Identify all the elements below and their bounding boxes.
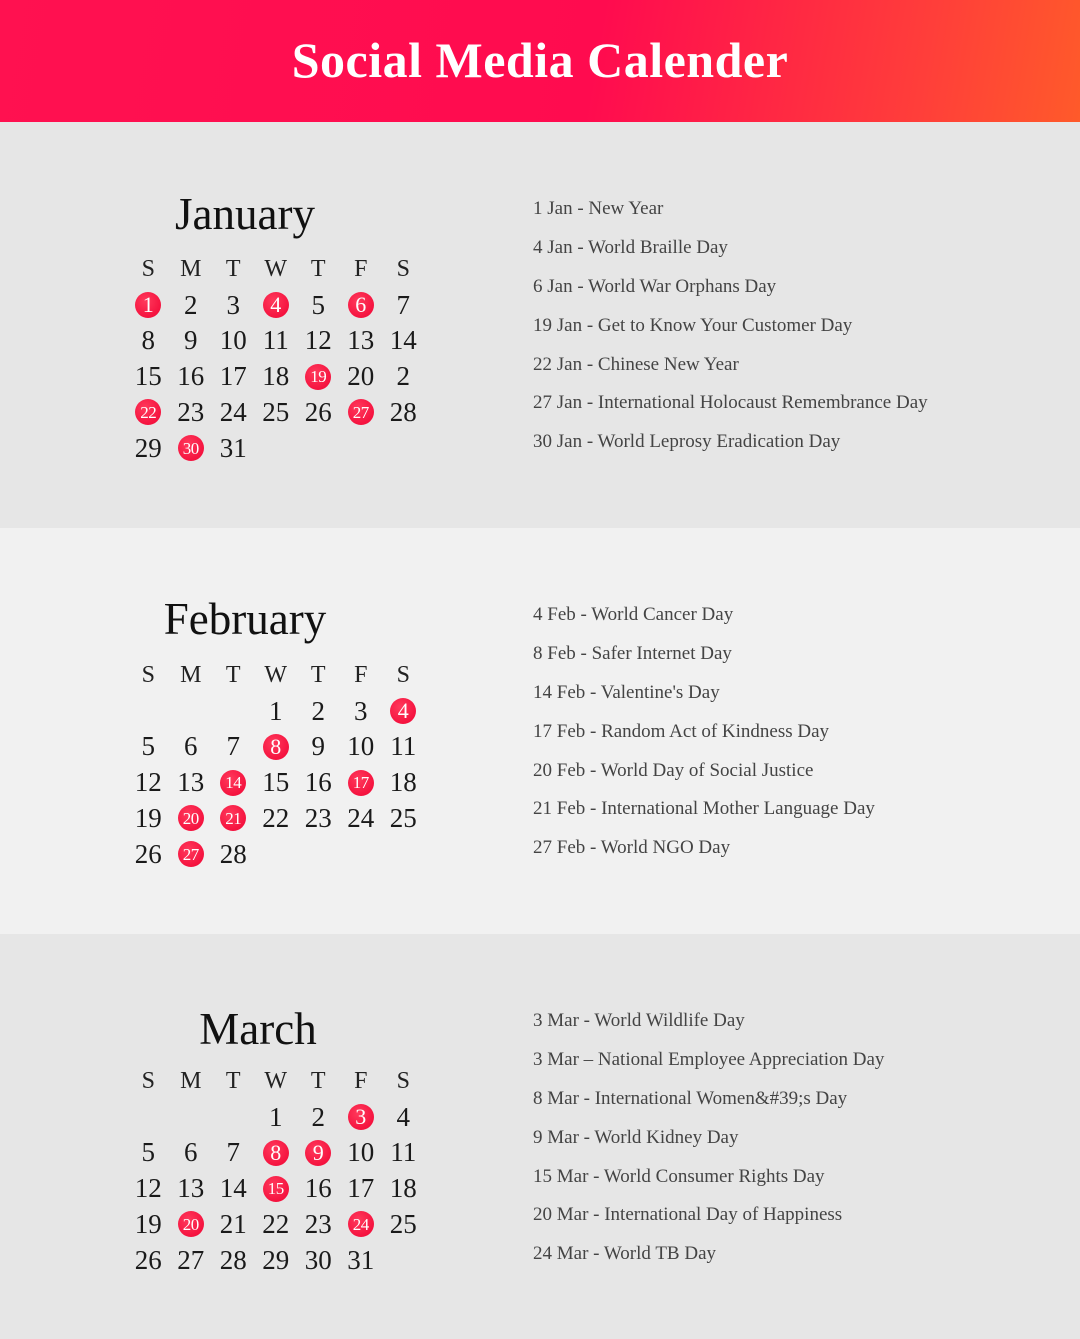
day-cell — [255, 729, 298, 765]
highlighted-day: 22 — [135, 399, 161, 425]
week-row — [127, 1206, 425, 1242]
day-cell — [170, 1099, 213, 1135]
day-of-week-label: S — [141, 256, 155, 282]
day-cell: 23 — [177, 396, 205, 427]
page-title: Social Media Calender — [291, 32, 789, 88]
event-item: 1 Jan - New Year — [533, 198, 664, 219]
day-cell: 19 — [134, 802, 162, 833]
day-cell: 5 — [141, 731, 155, 762]
day-cell — [340, 1099, 383, 1135]
day-of-week-label: W — [264, 1068, 288, 1094]
event-item: 27 Feb - World NGO Day — [533, 837, 731, 859]
month-name: March — [199, 1004, 317, 1054]
month-name: February — [163, 594, 327, 644]
day-cell: 29 — [262, 1244, 290, 1275]
day-cell: 22 — [262, 1208, 290, 1239]
day-cell: 22 — [262, 802, 290, 833]
day-of-week-label: S — [396, 1068, 410, 1094]
day-of-week-label: S — [141, 662, 155, 688]
day-of-week-label: T — [310, 1068, 326, 1094]
day-cell — [255, 1171, 298, 1207]
events-list — [533, 601, 875, 873]
day-cell: 5 — [311, 289, 325, 320]
highlighted-day: 20 — [178, 1211, 204, 1237]
day-cell — [340, 430, 383, 466]
day-cell: 13 — [177, 767, 205, 798]
day-cell — [170, 836, 213, 872]
day-cell: 16 — [304, 767, 332, 798]
day-of-week-label: W — [264, 662, 288, 688]
day-cell: 31 — [347, 1244, 375, 1275]
day-cell — [255, 836, 298, 872]
day-cell: 30 — [304, 1244, 332, 1275]
day-cell — [127, 394, 170, 430]
day-of-week-label: T — [310, 256, 326, 282]
day-cell: 29 — [134, 432, 162, 463]
day-cell — [255, 1135, 298, 1171]
day-cell: 3 — [226, 289, 240, 320]
page-header — [0, 0, 1080, 122]
day-cell: 12 — [304, 325, 332, 356]
day-cell — [340, 394, 383, 430]
highlighted-day: 21 — [220, 805, 246, 831]
event-item: 19 Jan - Get to Know Your Customer Day — [533, 314, 853, 336]
month-section-march — [0, 934, 1080, 1339]
day-cell: 2 — [184, 289, 198, 320]
day-cell: 15 — [262, 767, 290, 798]
week-row — [127, 1171, 425, 1207]
week-row — [127, 1242, 425, 1278]
day-cell — [297, 430, 340, 466]
day-cell: 31 — [219, 432, 247, 463]
day-cell: 10 — [347, 1137, 375, 1168]
highlighted-day: 27 — [178, 841, 204, 867]
day-cell: 6 — [184, 731, 198, 762]
day-of-week-label: T — [310, 662, 326, 688]
day-cell — [382, 693, 425, 729]
event-item: 20 Feb - World Day of Social Justice — [533, 759, 814, 781]
highlighted-day: 4 — [390, 698, 416, 724]
day-of-week-label: W — [264, 256, 288, 282]
month-section-february — [0, 528, 1080, 934]
day-cell — [340, 1206, 383, 1242]
week-row — [127, 359, 425, 395]
day-cell: 7 — [226, 1137, 240, 1168]
day-cell — [340, 836, 383, 872]
events-list — [533, 195, 928, 467]
day-cell — [170, 693, 213, 729]
highlighted-day: 19 — [305, 364, 331, 390]
week-row — [127, 836, 425, 872]
highlighted-day: 8 — [263, 1140, 289, 1166]
day-cell: 26 — [134, 838, 162, 869]
event-item: 20 Mar - International Day of Happiness — [533, 1204, 843, 1226]
day-cell: 25 — [389, 802, 417, 833]
day-cell — [255, 287, 298, 323]
day-of-week-label: S — [141, 1068, 155, 1094]
highlighted-day: 30 — [178, 435, 204, 461]
week-row — [127, 800, 425, 836]
day-cell: 9 — [184, 325, 198, 356]
day-cell — [170, 430, 213, 466]
day-cell: 26 — [134, 1244, 162, 1275]
day-cell — [170, 800, 213, 836]
day-cell: 23 — [304, 1208, 332, 1239]
day-cell: 2 — [311, 1101, 325, 1132]
day-cell: 11 — [262, 325, 289, 356]
highlighted-day: 9 — [305, 1140, 331, 1166]
day-cell: 1 — [269, 695, 283, 726]
highlighted-day: 20 — [178, 805, 204, 831]
highlighted-day: 24 — [348, 1211, 374, 1237]
day-cell: 10 — [219, 325, 247, 356]
day-cell: 18 — [389, 1173, 417, 1204]
day-of-week-label: M — [180, 256, 202, 282]
day-cell — [382, 1242, 425, 1278]
week-row — [127, 729, 425, 765]
week-row — [127, 765, 425, 801]
event-item: 17 Feb - Random Act of Kindness Day — [533, 720, 830, 742]
day-cell — [127, 693, 170, 729]
day-of-week-label: F — [354, 256, 368, 282]
day-cell — [127, 1099, 170, 1135]
day-cell: 13 — [347, 325, 375, 356]
day-cell: 2 — [396, 361, 410, 392]
week-row — [127, 1135, 425, 1171]
week-row — [127, 323, 425, 359]
day-cell — [212, 1099, 255, 1135]
day-cell — [297, 359, 340, 395]
day-cell — [170, 1206, 213, 1242]
day-cell: 23 — [304, 802, 332, 833]
event-item: 8 Mar - International Women&#39;s Day — [533, 1087, 848, 1109]
day-cell: 27 — [177, 1244, 205, 1275]
events-list — [533, 1007, 884, 1279]
days-of-week-row — [127, 1063, 425, 1099]
day-of-week-label: F — [354, 662, 368, 688]
highlighted-day: 6 — [348, 292, 374, 318]
day-cell: 3 — [354, 695, 368, 726]
day-cell: 2 — [311, 695, 325, 726]
day-cell — [212, 765, 255, 801]
day-cell: 9 — [311, 731, 325, 762]
day-cell: 24 — [347, 802, 375, 833]
day-cell — [382, 430, 425, 466]
week-row — [127, 693, 425, 729]
event-item: 4 Feb - World Cancer Day — [533, 604, 734, 625]
highlighted-day: 1 — [135, 292, 161, 318]
event-item: 8 Feb - Safer Internet Day — [533, 642, 732, 664]
event-item: 6 Jan - World War Orphans Day — [533, 275, 777, 297]
day-cell: 11 — [390, 1137, 417, 1168]
day-cell: 26 — [304, 396, 332, 427]
day-cell: 24 — [219, 396, 247, 427]
month-section-january — [0, 122, 1080, 528]
day-cell: 18 — [389, 767, 417, 798]
event-item: 3 Mar – National Employee Appreciation Day — [533, 1048, 885, 1070]
day-of-week-label: M — [180, 662, 202, 688]
event-item: 9 Mar - World Kidney Day — [533, 1126, 739, 1148]
day-cell: 1 — [269, 1101, 283, 1132]
highlighted-day: 15 — [263, 1176, 289, 1202]
event-item: 30 Jan - World Leprosy Eradication Day — [533, 431, 841, 453]
day-cell — [212, 693, 255, 729]
day-cell: 20 — [347, 361, 375, 392]
week-row — [127, 1099, 425, 1135]
day-cell: 28 — [389, 396, 417, 427]
event-item: 21 Feb - International Mother Language Day — [533, 798, 875, 820]
day-cell: 28 — [219, 1244, 247, 1275]
week-row — [127, 287, 425, 323]
event-item: 24 Mar - World TB Day — [533, 1243, 716, 1265]
day-cell: 8 — [141, 325, 155, 356]
day-cell: 28 — [219, 838, 247, 869]
day-of-week-label: F — [354, 1068, 368, 1094]
day-cell: 5 — [141, 1137, 155, 1168]
day-cell: 17 — [219, 361, 247, 392]
event-item: 22 Jan - Chinese New Year — [533, 353, 739, 375]
days-of-week-row — [127, 251, 425, 287]
day-cell — [340, 287, 383, 323]
event-item: 14 Feb - Valentine's Day — [533, 681, 720, 703]
day-cell: 15 — [134, 361, 162, 392]
day-of-week-label: S — [396, 662, 410, 688]
day-of-week-label: S — [396, 256, 410, 282]
day-cell: 12 — [134, 1173, 162, 1204]
day-cell: 12 — [134, 767, 162, 798]
day-cell: 14 — [389, 325, 417, 356]
highlighted-day: 27 — [348, 399, 374, 425]
highlighted-day: 14 — [220, 770, 246, 796]
highlighted-day: 3 — [348, 1104, 374, 1130]
highlighted-day: 17 — [348, 770, 374, 796]
day-of-week-label: M — [180, 1068, 202, 1094]
day-of-week-label: T — [225, 1068, 241, 1094]
event-item: 4 Jan - World Braille Day — [533, 236, 728, 258]
day-cell: 6 — [184, 1137, 198, 1168]
day-cell: 11 — [390, 731, 417, 762]
week-row — [127, 430, 425, 466]
day-cell — [297, 836, 340, 872]
day-cell — [255, 430, 298, 466]
highlighted-day: 8 — [263, 734, 289, 760]
event-item: 3 Mar - World Wildlife Day — [533, 1010, 745, 1031]
event-item: 27 Jan - International Holocaust Remembrance Day — [533, 392, 928, 414]
week-row — [127, 394, 425, 430]
day-cell: 16 — [177, 361, 205, 392]
day-cell — [382, 836, 425, 872]
day-of-week-label: T — [225, 256, 241, 282]
day-cell: 4 — [396, 1101, 410, 1132]
day-cell — [212, 800, 255, 836]
day-cell — [297, 1135, 340, 1171]
day-cell: 14 — [219, 1173, 247, 1204]
event-item: 15 Mar - World Consumer Rights Day — [533, 1165, 825, 1187]
day-cell: 16 — [304, 1173, 332, 1204]
day-cell: 25 — [389, 1208, 417, 1239]
day-cell: 19 — [134, 1208, 162, 1239]
day-cell: 7 — [226, 731, 240, 762]
day-cell — [340, 765, 383, 801]
day-of-week-label: T — [225, 662, 241, 688]
month-name: January — [175, 189, 315, 239]
day-cell: 18 — [262, 361, 290, 392]
day-cell: 25 — [262, 396, 290, 427]
day-cell: 7 — [396, 289, 410, 320]
day-cell: 21 — [219, 1208, 247, 1239]
day-cell: 17 — [347, 1173, 375, 1204]
highlighted-day: 4 — [263, 292, 289, 318]
days-of-week-row — [127, 657, 425, 693]
day-cell: 10 — [347, 731, 375, 762]
day-cell: 13 — [177, 1173, 205, 1204]
day-cell — [127, 287, 170, 323]
